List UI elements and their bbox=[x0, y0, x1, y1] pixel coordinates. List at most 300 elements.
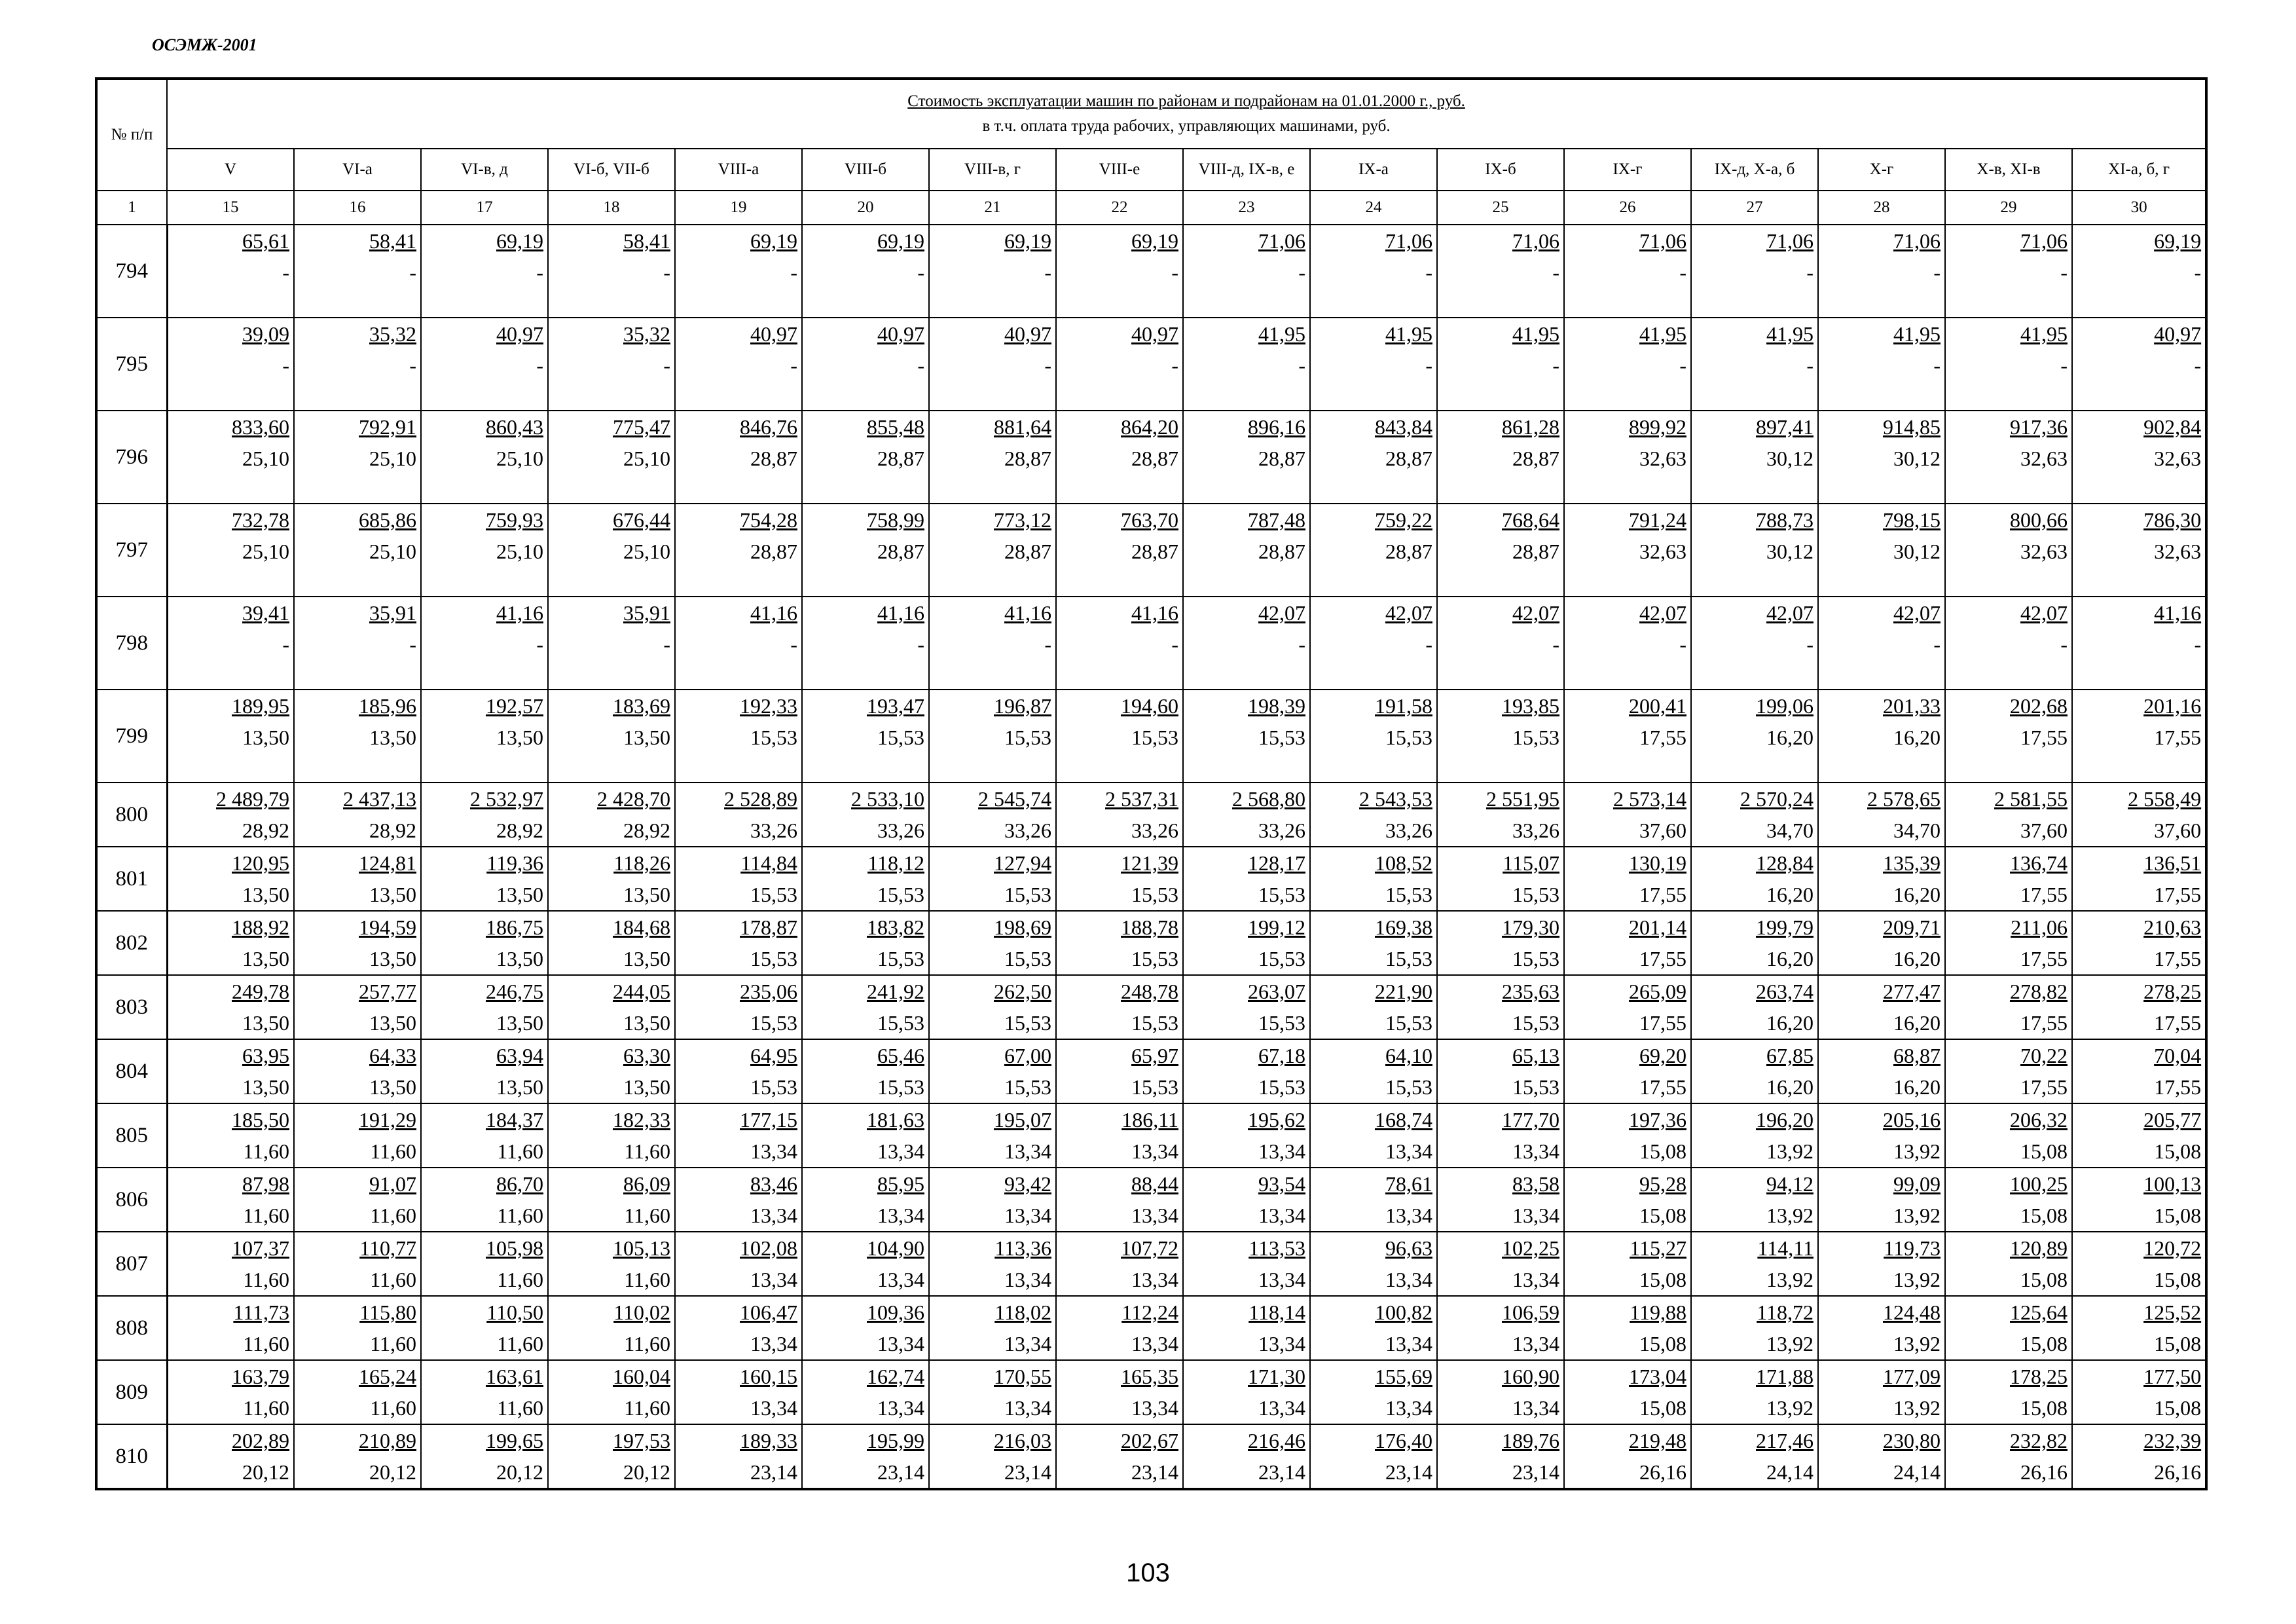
cost-cell bbox=[548, 975, 675, 1039]
operating-cost-value: 40,97 bbox=[496, 322, 543, 346]
cost-cell bbox=[1056, 911, 1183, 975]
cost-cell bbox=[1564, 318, 1691, 411]
cost-cell bbox=[802, 1168, 929, 1232]
table-row bbox=[96, 1103, 2206, 1168]
column-number: 22 bbox=[1056, 191, 1183, 225]
cost-cell bbox=[2072, 690, 2206, 783]
cost-cell bbox=[1564, 225, 1691, 318]
labor-cost-value: 13,50 bbox=[369, 1011, 416, 1035]
labor-cost-value: 11,60 bbox=[497, 1332, 543, 1356]
labor-cost-value: 11,60 bbox=[243, 1204, 289, 1227]
operating-cost-value: 168,74 bbox=[1375, 1108, 1432, 1132]
cost-cell bbox=[1945, 847, 2072, 911]
operating-cost-value: 241,92 bbox=[867, 980, 924, 1003]
labor-cost-value: 13,92 bbox=[1766, 1332, 1813, 1356]
labor-cost-value: 13,50 bbox=[369, 947, 416, 970]
region-header: XI-а, б, г bbox=[2072, 149, 2206, 191]
region-header: VI-а bbox=[294, 149, 421, 191]
row-number: 799 bbox=[96, 690, 167, 783]
operating-cost-value: 110,50 bbox=[486, 1301, 543, 1324]
operating-cost-value: 69,19 bbox=[2154, 229, 2202, 253]
labor-cost-value: 25,10 bbox=[496, 447, 543, 470]
labor-cost-value: 25,10 bbox=[496, 540, 543, 563]
labor-cost-value: - bbox=[790, 261, 797, 284]
cost-cell bbox=[294, 911, 421, 975]
region-header: VIII-е bbox=[1056, 149, 1183, 191]
operating-cost-value: 115,07 bbox=[1503, 851, 1559, 875]
labor-cost-value: 33,26 bbox=[1385, 819, 1432, 842]
cost-cell bbox=[1437, 1360, 1564, 1424]
cost-cell bbox=[421, 597, 548, 690]
operating-cost-value: 162,74 bbox=[867, 1365, 924, 1388]
region-header: VIII-в, г bbox=[929, 149, 1056, 191]
operating-cost-value: 230,80 bbox=[1883, 1429, 1941, 1452]
operating-cost-value: 69,19 bbox=[496, 229, 543, 253]
labor-cost-value: 13,92 bbox=[1766, 1396, 1813, 1420]
operating-cost-value: 67,85 bbox=[1766, 1044, 1813, 1067]
operating-cost-value: 118,02 bbox=[994, 1301, 1051, 1324]
column-number: 30 bbox=[2072, 191, 2206, 225]
operating-cost-value: 69,20 bbox=[1639, 1044, 1686, 1067]
cost-cell bbox=[548, 1232, 675, 1296]
labor-cost-value: 13,50 bbox=[623, 726, 670, 749]
cost-cell bbox=[1818, 597, 1945, 690]
labor-cost-value: 13,50 bbox=[623, 1075, 670, 1099]
operating-cost-value: 125,52 bbox=[2143, 1301, 2202, 1324]
cost-cell bbox=[1564, 1103, 1691, 1168]
operating-cost-value: 71,06 bbox=[1766, 229, 1813, 253]
labor-cost-value: 25,10 bbox=[623, 447, 670, 470]
labor-cost-value: 28,87 bbox=[1512, 447, 1559, 470]
operating-cost-value: 94,12 bbox=[1766, 1172, 1813, 1196]
row-number: 809 bbox=[96, 1360, 167, 1424]
operating-cost-value: 169,38 bbox=[1375, 915, 1432, 939]
operating-cost-value: 67,18 bbox=[1258, 1044, 1305, 1067]
operating-cost-value: 91,07 bbox=[369, 1172, 416, 1196]
operating-cost-value: 179,30 bbox=[1502, 915, 1559, 939]
operating-cost-value: 124,48 bbox=[1883, 1301, 1941, 1324]
cost-cell bbox=[675, 318, 802, 411]
operating-cost-value: 191,58 bbox=[1375, 694, 1432, 718]
operating-cost-value: 2 545,74 bbox=[978, 787, 1051, 811]
cost-cell bbox=[1945, 911, 2072, 975]
cost-cell bbox=[167, 783, 294, 847]
labor-cost-value: 13,34 bbox=[1131, 1332, 1178, 1356]
operating-cost-value: 69,19 bbox=[750, 229, 797, 253]
cost-cell bbox=[421, 1168, 548, 1232]
labor-cost-value: 28,87 bbox=[877, 540, 924, 563]
operating-cost-value: 833,60 bbox=[232, 415, 289, 439]
labor-cost-value: 17,55 bbox=[1639, 1075, 1686, 1099]
cost-cell bbox=[1183, 975, 1310, 1039]
operating-cost-value: 202,89 bbox=[232, 1429, 289, 1452]
labor-cost-value: 15,08 bbox=[1639, 1332, 1686, 1356]
operating-cost-value: 70,04 bbox=[2154, 1044, 2202, 1067]
cost-cell bbox=[294, 318, 421, 411]
labor-cost-value: 16,20 bbox=[1893, 883, 1941, 906]
cost-cell bbox=[929, 1039, 1056, 1103]
operating-cost-value: 41,95 bbox=[1766, 322, 1813, 346]
operating-cost-value: 41,95 bbox=[1258, 322, 1305, 346]
cost-cell bbox=[2072, 318, 2206, 411]
cost-cell bbox=[548, 1168, 675, 1232]
operating-cost-value: 2 543,53 bbox=[1359, 787, 1432, 811]
cost-cell bbox=[548, 1103, 675, 1168]
cost-cell bbox=[421, 690, 548, 783]
cost-cell bbox=[1056, 690, 1183, 783]
column-number: 29 bbox=[1945, 191, 2072, 225]
operating-cost-value: 232,82 bbox=[2010, 1429, 2068, 1452]
labor-cost-value: 34,70 bbox=[1766, 819, 1813, 842]
cost-cell bbox=[929, 847, 1056, 911]
cost-cell bbox=[2072, 1232, 2206, 1296]
cost-cell bbox=[929, 783, 1056, 847]
column-number-row bbox=[96, 191, 2206, 225]
operating-cost-value: 85,95 bbox=[877, 1172, 924, 1196]
cost-cell bbox=[1056, 411, 1183, 504]
operating-cost-value: 257,77 bbox=[359, 980, 416, 1003]
cost-cell bbox=[167, 1168, 294, 1232]
labor-cost-value: 15,53 bbox=[750, 726, 797, 749]
cost-cell bbox=[2072, 597, 2206, 690]
operating-cost-value: 896,16 bbox=[1248, 415, 1305, 439]
cost-cell bbox=[548, 1039, 675, 1103]
operating-cost-value: 128,17 bbox=[1248, 851, 1305, 875]
cost-cell bbox=[1310, 847, 1437, 911]
cost-cell bbox=[1056, 1296, 1183, 1360]
operating-cost-value: 775,47 bbox=[613, 415, 670, 439]
cost-cell bbox=[1818, 690, 1945, 783]
labor-cost-value: - bbox=[1679, 261, 1686, 284]
labor-cost-value: 15,53 bbox=[1004, 883, 1051, 906]
labor-cost-value: - bbox=[1552, 261, 1559, 284]
cost-cell bbox=[294, 847, 421, 911]
cost-cell bbox=[802, 783, 929, 847]
cost-cell bbox=[2072, 783, 2206, 847]
operating-cost-value: 118,72 bbox=[1757, 1301, 1813, 1324]
cost-cell bbox=[1564, 975, 1691, 1039]
cost-cell bbox=[675, 225, 802, 318]
labor-cost-value: - bbox=[663, 633, 670, 656]
labor-cost-value: 26,16 bbox=[1639, 1460, 1686, 1484]
operating-cost-value: 39,09 bbox=[242, 322, 289, 346]
cost-cell bbox=[1310, 1039, 1437, 1103]
cost-cell bbox=[675, 847, 802, 911]
operating-cost-value: 65,61 bbox=[242, 229, 289, 253]
labor-cost-value: 13,34 bbox=[750, 1139, 797, 1163]
operating-cost-value: 106,47 bbox=[740, 1301, 797, 1324]
operating-cost-value: 182,33 bbox=[613, 1108, 670, 1132]
operating-cost-value: 788,73 bbox=[1756, 508, 1813, 532]
operating-cost-value: 177,15 bbox=[740, 1108, 797, 1132]
labor-cost-value: 23,14 bbox=[877, 1460, 924, 1484]
operating-cost-value: 194,59 bbox=[359, 915, 416, 939]
table-row bbox=[96, 504, 2206, 597]
operating-cost-value: 195,62 bbox=[1248, 1108, 1305, 1132]
operating-cost-value: 63,95 bbox=[242, 1044, 289, 1067]
labor-cost-value: 13,50 bbox=[496, 726, 543, 749]
operating-cost-value: 64,10 bbox=[1385, 1044, 1432, 1067]
operating-cost-value: 221,90 bbox=[1375, 980, 1432, 1003]
labor-cost-value: 15,53 bbox=[1258, 947, 1305, 970]
labor-cost-value: 15,53 bbox=[1131, 1075, 1178, 1099]
cost-cell bbox=[1564, 690, 1691, 783]
cost-cell bbox=[1183, 1039, 1310, 1103]
labor-cost-value: 15,53 bbox=[1258, 883, 1305, 906]
cost-cell bbox=[675, 411, 802, 504]
operating-cost-value: 71,06 bbox=[1258, 229, 1305, 253]
labor-cost-value: - bbox=[1552, 633, 1559, 656]
labor-cost-value: - bbox=[1298, 633, 1305, 656]
cost-cell bbox=[1437, 975, 1564, 1039]
labor-cost-value: 15,08 bbox=[2154, 1204, 2202, 1227]
cost-cell bbox=[167, 690, 294, 783]
operating-cost-value: 186,75 bbox=[486, 915, 543, 939]
operating-cost-value: 195,07 bbox=[994, 1108, 1051, 1132]
operating-cost-value: 184,68 bbox=[613, 915, 670, 939]
labor-cost-value: - bbox=[663, 261, 670, 284]
labor-cost-value: 11,60 bbox=[370, 1396, 416, 1420]
operating-cost-value: 170,55 bbox=[994, 1365, 1051, 1388]
labor-cost-value: - bbox=[1298, 261, 1305, 284]
table-title bbox=[167, 79, 2206, 149]
labor-cost-value: 13,50 bbox=[496, 1075, 543, 1099]
operating-cost-value: 135,39 bbox=[1883, 851, 1941, 875]
labor-cost-value: 15,53 bbox=[1131, 726, 1178, 749]
labor-cost-value: 30,12 bbox=[1766, 447, 1813, 470]
operating-cost-value: 100,25 bbox=[2010, 1172, 2068, 1196]
labor-cost-value: 32,63 bbox=[2154, 447, 2202, 470]
labor-cost-value: 15,53 bbox=[877, 726, 924, 749]
labor-cost-value: 13,34 bbox=[1385, 1268, 1432, 1291]
labor-cost-value: 15,08 bbox=[2020, 1139, 2068, 1163]
cost-cell bbox=[421, 1424, 548, 1489]
labor-cost-value: 13,34 bbox=[1004, 1268, 1051, 1291]
labor-cost-value: 24,14 bbox=[1766, 1460, 1813, 1484]
labor-cost-value: - bbox=[2060, 261, 2068, 284]
labor-cost-value: 26,16 bbox=[2154, 1460, 2202, 1484]
operating-cost-value: 210,63 bbox=[2143, 915, 2202, 939]
cost-cell bbox=[929, 597, 1056, 690]
cost-cell bbox=[1818, 411, 1945, 504]
operating-cost-value: 758,99 bbox=[867, 508, 924, 532]
operating-cost-value: 128,84 bbox=[1756, 851, 1813, 875]
cost-cell bbox=[802, 911, 929, 975]
row-number: 797 bbox=[96, 504, 167, 597]
cost-cell bbox=[1437, 411, 1564, 504]
region-header: V bbox=[167, 149, 294, 191]
column-number: 27 bbox=[1691, 191, 1818, 225]
labor-cost-value: 11,60 bbox=[370, 1204, 416, 1227]
operating-cost-value: 136,51 bbox=[2143, 851, 2202, 875]
labor-cost-value: 23,14 bbox=[1004, 1460, 1051, 1484]
region-header: X-в, XI-в bbox=[1945, 149, 2072, 191]
cost-cell bbox=[675, 1424, 802, 1489]
labor-cost-value: 15,53 bbox=[1385, 883, 1432, 906]
labor-cost-value: 11,60 bbox=[497, 1139, 543, 1163]
cost-cell bbox=[548, 504, 675, 597]
cost-cell bbox=[1183, 1296, 1310, 1360]
operating-cost-value: 83,58 bbox=[1512, 1172, 1559, 1196]
labor-cost-value: 13,92 bbox=[1893, 1396, 1941, 1420]
cost-cell bbox=[1564, 1168, 1691, 1232]
cost-cell bbox=[2072, 1424, 2206, 1489]
operating-cost-value: 35,32 bbox=[369, 322, 416, 346]
operating-cost-value: 2 537,31 bbox=[1105, 787, 1178, 811]
labor-cost-value: - bbox=[1552, 354, 1559, 377]
labor-cost-value: 24,14 bbox=[1893, 1460, 1941, 1484]
operating-cost-value: 210,89 bbox=[359, 1429, 416, 1452]
labor-cost-value: 28,92 bbox=[496, 819, 543, 842]
labor-cost-value: 16,20 bbox=[1893, 726, 1941, 749]
labor-cost-value: 15,53 bbox=[1512, 947, 1559, 970]
table-row bbox=[96, 225, 2206, 318]
operating-cost-value: 216,46 bbox=[1248, 1429, 1305, 1452]
labor-cost-value: 28,87 bbox=[1258, 540, 1305, 563]
operating-cost-value: 732,78 bbox=[232, 508, 289, 532]
operating-cost-value: 41,95 bbox=[1512, 322, 1559, 346]
labor-cost-value: 13,34 bbox=[1131, 1396, 1178, 1420]
cost-cell bbox=[1437, 847, 1564, 911]
operating-cost-value: 173,04 bbox=[1629, 1365, 1686, 1388]
operating-cost-value: 202,68 bbox=[2010, 694, 2068, 718]
cost-cell bbox=[802, 411, 929, 504]
cost-cell bbox=[421, 1360, 548, 1424]
cost-cell bbox=[294, 783, 421, 847]
cost-cell bbox=[421, 411, 548, 504]
labor-cost-value: 17,55 bbox=[2020, 883, 2068, 906]
labor-cost-value: 15,53 bbox=[1512, 1011, 1559, 1035]
cost-cell bbox=[675, 597, 802, 690]
cost-cell bbox=[929, 1168, 1056, 1232]
labor-cost-value: 13,34 bbox=[1385, 1332, 1432, 1356]
cost-cell bbox=[421, 225, 548, 318]
operating-cost-value: 194,60 bbox=[1121, 694, 1178, 718]
labor-cost-value: 13,34 bbox=[1512, 1204, 1559, 1227]
operating-cost-value: 248,78 bbox=[1121, 980, 1178, 1003]
cost-cell bbox=[1183, 690, 1310, 783]
labor-cost-value: 28,92 bbox=[623, 819, 670, 842]
labor-cost-value: 13,50 bbox=[369, 726, 416, 749]
labor-cost-value: 13,34 bbox=[750, 1332, 797, 1356]
labor-cost-value: 32,63 bbox=[2020, 540, 2068, 563]
operating-cost-value: 64,95 bbox=[750, 1044, 797, 1067]
cost-cell bbox=[1945, 1168, 2072, 1232]
operating-cost-value: 83,46 bbox=[750, 1172, 797, 1196]
labor-cost-value: 17,55 bbox=[2154, 883, 2202, 906]
labor-cost-value: - bbox=[1298, 354, 1305, 377]
labor-cost-value: 13,34 bbox=[877, 1139, 924, 1163]
labor-cost-value: 11,60 bbox=[370, 1268, 416, 1291]
cost-cell bbox=[1056, 1103, 1183, 1168]
labor-cost-value: 20,12 bbox=[496, 1460, 543, 1484]
cost-cell bbox=[675, 1360, 802, 1424]
operating-cost-value: 201,16 bbox=[2143, 694, 2202, 718]
labor-cost-value: 16,20 bbox=[1893, 1011, 1941, 1035]
operating-cost-value: 200,41 bbox=[1629, 694, 1686, 718]
labor-cost-value: 15,53 bbox=[1131, 947, 1178, 970]
labor-cost-value: 13,34 bbox=[877, 1332, 924, 1356]
operating-cost-value: 96,63 bbox=[1385, 1236, 1432, 1260]
cost-cell bbox=[294, 1168, 421, 1232]
cost-cell bbox=[421, 1296, 548, 1360]
operating-cost-value: 800,66 bbox=[2010, 508, 2068, 532]
operating-cost-value: 114,84 bbox=[740, 851, 797, 875]
column-number: 1 bbox=[96, 191, 167, 225]
cost-cell bbox=[1310, 318, 1437, 411]
labor-cost-value: 15,53 bbox=[750, 1075, 797, 1099]
operating-cost-value: 86,70 bbox=[496, 1172, 543, 1196]
cost-cell bbox=[167, 1103, 294, 1168]
cost-cell bbox=[2072, 911, 2206, 975]
labor-cost-value: 13,92 bbox=[1893, 1332, 1941, 1356]
labor-cost-value: 17,55 bbox=[1639, 883, 1686, 906]
labor-cost-value: 17,55 bbox=[2154, 947, 2202, 970]
cost-cell bbox=[1183, 1360, 1310, 1424]
operating-cost-value: 846,76 bbox=[740, 415, 797, 439]
cost-cell bbox=[1691, 847, 1818, 911]
cost-cell bbox=[548, 411, 675, 504]
labor-cost-value: - bbox=[1425, 261, 1432, 284]
operating-cost-value: 163,79 bbox=[232, 1365, 289, 1388]
cost-cell bbox=[421, 504, 548, 597]
row-number: 800 bbox=[96, 783, 167, 847]
operating-cost-value: 63,94 bbox=[496, 1044, 543, 1067]
operating-cost-value: 202,67 bbox=[1121, 1429, 1178, 1452]
labor-cost-value: - bbox=[917, 261, 924, 284]
operating-cost-value: 58,41 bbox=[369, 229, 416, 253]
cost-cell bbox=[1818, 1039, 1945, 1103]
cost-cell bbox=[421, 1232, 548, 1296]
cost-cell bbox=[548, 1296, 675, 1360]
region-header: VI-б, VII-б bbox=[548, 149, 675, 191]
operating-cost-value: 899,92 bbox=[1629, 415, 1686, 439]
cost-cell bbox=[294, 1232, 421, 1296]
labor-cost-value: 16,20 bbox=[1766, 883, 1813, 906]
operating-cost-value: 176,40 bbox=[1375, 1429, 1432, 1452]
labor-cost-value: 23,14 bbox=[1258, 1460, 1305, 1484]
cost-cell bbox=[1564, 1039, 1691, 1103]
cost-cell bbox=[675, 690, 802, 783]
labor-cost-value: - bbox=[663, 354, 670, 377]
operating-cost-value: 2 437,13 bbox=[343, 787, 416, 811]
cost-cell bbox=[1818, 504, 1945, 597]
table-row bbox=[96, 783, 2206, 847]
operating-cost-value: 42,07 bbox=[2020, 601, 2068, 625]
cost-cell bbox=[2072, 411, 2206, 504]
labor-cost-value: 16,20 bbox=[1766, 1011, 1813, 1035]
cost-cell bbox=[1945, 975, 2072, 1039]
cost-cell bbox=[167, 411, 294, 504]
labor-cost-value: 28,87 bbox=[750, 540, 797, 563]
column-number: 25 bbox=[1437, 191, 1564, 225]
operating-cost-value: 196,87 bbox=[994, 694, 1051, 718]
cost-cell bbox=[1437, 690, 1564, 783]
operating-cost-value: 262,50 bbox=[994, 980, 1051, 1003]
cost-cell bbox=[421, 318, 548, 411]
column-number: 26 bbox=[1564, 191, 1691, 225]
labor-cost-value: 17,55 bbox=[2020, 947, 2068, 970]
operating-cost-value: 78,61 bbox=[1385, 1172, 1432, 1196]
cost-cell bbox=[294, 1360, 421, 1424]
table-row bbox=[96, 1232, 2206, 1296]
cost-cell bbox=[2072, 1168, 2206, 1232]
operating-cost-value: 219,48 bbox=[1629, 1429, 1686, 1452]
operating-cost-value: 181,63 bbox=[867, 1108, 924, 1132]
row-number: 806 bbox=[96, 1168, 167, 1232]
labor-cost-value: 13,34 bbox=[877, 1396, 924, 1420]
operating-cost-value: 171,88 bbox=[1756, 1365, 1813, 1388]
